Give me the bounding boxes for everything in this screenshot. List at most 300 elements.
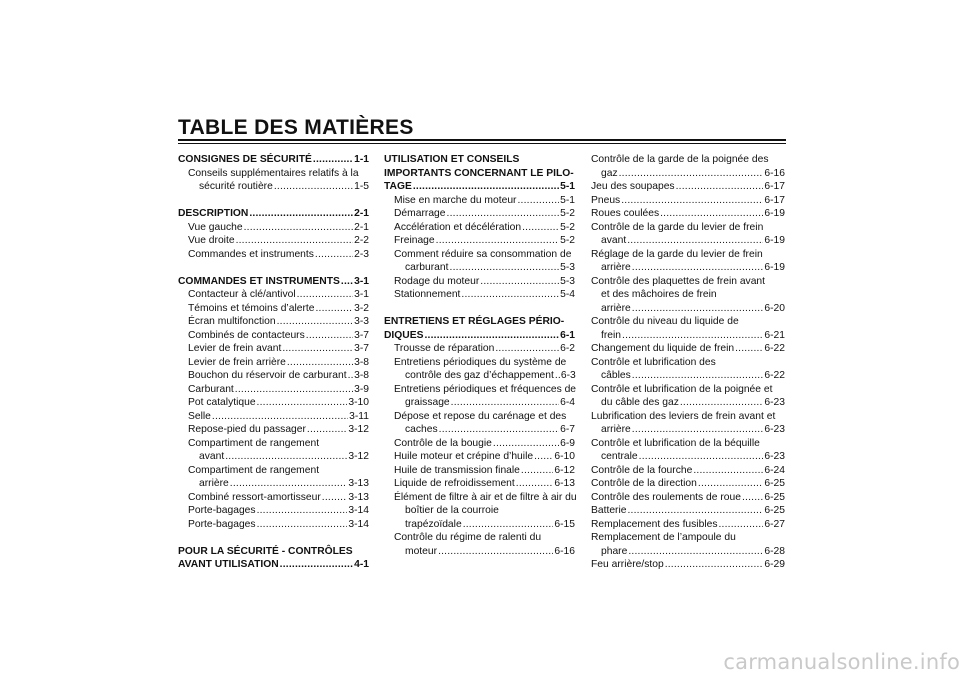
toc-entry[interactable] [591,194,785,208]
toc-entry [178,167,369,181]
toc-entry[interactable] [591,234,785,248]
toc-dot-leader [492,437,559,451]
toc-entry[interactable] [178,423,369,437]
toc-dot-leader [618,167,764,181]
toc-entry-title: Accélération et décélération [394,221,522,233]
toc-dot-leader [462,518,554,532]
toc-entry [591,410,785,424]
toc-page-number: 5-3 [560,275,575,287]
toc-entry[interactable] [178,396,369,410]
toc-dot-leader [412,180,559,194]
toc-section-entry [178,545,369,559]
toc-dot-leader [281,342,353,356]
toc-entry-title: Conseils supplémentaires relatifs à la [188,167,359,179]
toc-page-number: 2-1 [354,221,369,233]
toc-entry-title: Pot catalytique [188,397,256,408]
toc-entry[interactable] [384,396,575,410]
toc-page-number: 6-2 [560,343,575,354]
toc-section-entry[interactable] [178,207,369,221]
toc-dot-leader [279,558,353,572]
toc-entry-title: Contrôle et lubrification de la béquille [591,437,760,449]
toc-entry[interactable] [591,518,785,532]
toc-entry [591,153,785,167]
toc-entry[interactable] [384,342,575,356]
toc-entry[interactable] [178,180,369,194]
toc-dot-leader [697,477,764,491]
toc-entry-title: Entretiens périodiques et fréquences de [394,383,577,395]
toc-dot-leader [631,302,764,316]
toc-dot-leader [340,275,353,289]
toc-entry-title: Bouchon du réservoir de carburant [188,370,347,381]
toc-entry[interactable] [591,558,785,572]
toc-entry[interactable] [384,207,575,221]
toc-page-number: 6-7 [560,424,575,435]
toc-page-number: 6-23 [764,397,785,408]
toc-entry[interactable] [178,302,369,316]
toc-dot-leader [631,423,764,437]
toc-entry [384,383,575,397]
toc-page-number: 6-21 [764,329,785,341]
toc-page-number: 2-3 [354,248,369,260]
toc-entry-title: avant [199,451,225,462]
toc-page-number: 6-10 [554,451,575,462]
toc-entry-title: CONSIGNES DE SÉCURITÉ [178,154,312,165]
toc-section-entry[interactable] [384,180,575,194]
toc-dot-leader [638,450,764,464]
toc-entry-title: POUR LA SÉCURITÉ - CONTRÔLES [178,545,353,557]
toc-dot-leader [717,518,763,532]
toc-page-number: 3-12 [348,424,369,435]
toc-spacer [178,261,369,275]
toc-entry[interactable] [591,450,785,464]
toc-entry-title: arrière [601,262,631,273]
toc-entry-title: Combiné ressort-amortisseur [188,491,321,503]
toc-dot-leader [256,518,348,532]
toc-entry-title: Porte-bagages [188,518,256,530]
toc-entry[interactable] [591,167,785,181]
toc-page-number: 3-7 [354,343,369,354]
toc-entry-title: Réglage de la garde du levier de frein [591,248,763,260]
toc-dot-leader [296,288,354,302]
toc-entry[interactable] [591,207,785,221]
toc-page-number: 2-1 [354,208,369,219]
toc-page-number: 3-7 [354,329,369,341]
toc-page-number: 6-23 [764,424,785,435]
toc-page-number: 3-8 [354,370,369,381]
toc-page-number: 3-11 [349,410,369,422]
toc-entry[interactable] [178,288,369,302]
toc-entry[interactable] [178,369,369,383]
toc-page-number: 5-3 [560,262,575,273]
toc-dot-leader [273,180,353,194]
toc-dot-leader [515,477,554,491]
toc-entry[interactable] [384,437,575,451]
toc-page-number: 6-28 [764,545,785,557]
toc-page-number: 3-2 [354,302,369,314]
toc-entry-title: Mise en marche du moteur [394,194,517,206]
toc-section-entry[interactable] [178,275,369,289]
toc-entry[interactable] [178,342,369,356]
toc-entry[interactable] [591,342,785,356]
toc-entry-title: Levier de frein avant [188,343,282,354]
toc-entry-title: Batterie [591,505,627,516]
toc-entry-title: DESCRIPTION [178,208,249,219]
toc-entry-title: Dépose et repose du carénage et des [394,410,567,422]
toc-entry [591,383,785,397]
toc-entry-title: frein [601,329,622,341]
toc-entry-title: Compartiment de rangement [188,464,320,476]
toc-entry[interactable] [384,477,575,491]
toc-page-number: 6-17 [764,181,785,192]
toc-entry-title: Entretiens périodiques du système de [394,356,567,368]
toc-entry[interactable] [591,464,785,478]
toc-page-number: 3-1 [354,289,369,300]
toc-entry[interactable] [178,477,369,491]
toc-entry-title: Contrôle du régime de ralenti du [394,532,542,543]
toc-page-number: 6-19 [764,262,785,273]
toc-entry[interactable] [384,221,575,235]
toc-entry [384,491,575,505]
toc-entry [384,504,575,518]
toc-dot-leader [631,369,764,383]
toc-entry[interactable] [591,491,785,505]
toc-spacer [384,302,575,316]
toc-entry[interactable] [591,369,785,383]
toc-spacer [178,194,369,208]
toc-dot-leader [256,396,348,410]
toc-entry[interactable] [178,329,369,343]
toc-entry-title: Porte-bagages [188,505,256,516]
toc-page-number: 6-19 [764,235,785,246]
toc-page-number: 6-16 [554,545,575,557]
toc-page-number: 2-2 [354,235,369,246]
toc-entry[interactable] [384,261,575,275]
toc-dot-leader [229,477,348,491]
toc-dot-leader [627,504,764,518]
toc-entry-title: Élément de filtre à air et de filtre à air du [394,491,577,503]
toc-dot-leader [276,315,354,329]
toc-dot-leader [306,423,347,437]
toc-page-number: 1-1 [354,154,369,165]
toc-entry[interactable] [384,194,575,208]
toc-entry[interactable] [178,356,369,370]
toc-entry [591,437,785,451]
toc-section-entry [384,315,575,329]
toc-page-number: 3-14 [348,505,369,516]
toc-entry[interactable] [384,518,575,532]
toc-column-3 [591,153,785,572]
toc-page-number: 6-13 [554,478,575,489]
toc-dot-leader [734,342,763,356]
toc-entry [384,248,575,262]
toc-page-number: 3-3 [354,316,369,327]
toc-entry-title: Écran multifonction [188,316,276,327]
toc-entry[interactable] [384,545,575,559]
toc-entry-title: Contrôle de la bougie [394,437,492,449]
toc-dot-leader [679,396,764,410]
toc-page-number: 4-1 [354,559,369,570]
toc-entry[interactable] [178,450,369,464]
toc-entry-title: Jeu des soupapes [591,181,675,192]
toc-dot-leader [347,369,354,383]
toc-entry-title: Carburant [188,383,234,395]
toc-entry-title: Contacteur à clé/antivol [188,289,296,300]
toc-entry-title: arrière [199,478,229,489]
toc-dot-leader [243,221,354,235]
toc-page-number: 5-1 [560,181,575,192]
toc-entry[interactable] [591,477,785,491]
toc-entry[interactable] [384,234,575,248]
toc-entry-title: Contrôle de la garde de la poignée des [591,154,769,165]
toc-entry[interactable] [178,410,369,424]
toc-entry-title: Contrôle des roulements de roue [591,491,741,503]
toc-entry-title: Contrôle et lubrification des [591,356,716,368]
toc-page-number: 1-5 [354,181,369,192]
toc-entry [591,356,785,370]
toc-entry[interactable] [384,423,575,437]
toc-page-number: 3-12 [348,451,369,462]
toc-page-number: 3-14 [348,518,369,530]
toc-dot-leader [620,194,763,208]
toc-entry[interactable] [178,221,369,235]
toc-page-number: 5-4 [560,289,575,300]
toc-entry[interactable] [591,545,785,559]
toc-dot-leader [286,356,353,370]
toc-entry-title: Pneus [591,194,621,206]
toc-entry-title: Freinage [394,235,435,246]
toc-page-number: 6-25 [764,478,785,489]
toc-page-number: 6-20 [764,302,785,314]
toc-dot-leader [312,153,353,167]
toc-entry[interactable] [384,464,575,478]
toc-page-number: 3-9 [354,383,369,395]
toc-page-number: 5-2 [560,221,575,233]
toc-entry-title: arrière [601,424,631,435]
toc-entry-title: du câble des gaz [601,397,679,408]
toc-page-number: 6-24 [764,464,785,476]
toc-entry-title: Contrôle et lubrification de la poignée et [591,383,773,395]
toc-entry[interactable] [178,315,369,329]
toc-dot-leader [449,261,560,275]
toc-dot-leader [494,342,559,356]
toc-page-number: 6-22 [764,343,785,354]
toc-dot-leader [248,207,353,221]
toc-entry-title: carburant [405,262,449,273]
toc-entry [178,437,369,451]
toc-page-number: 6-29 [764,559,785,570]
toc-dot-leader [659,207,763,221]
toc-page-number: 3-8 [354,356,369,368]
toc-entry[interactable] [384,275,575,289]
toc-page-number: 6-17 [764,194,785,206]
toc-dot-leader [314,302,353,316]
toc-entry-title: boîtier de la courroie [405,505,499,516]
toc-entry[interactable] [591,423,785,437]
toc-dot-leader [437,545,553,559]
toc-section-entry[interactable] [178,558,369,572]
toc-dot-leader [479,275,559,289]
toc-entry-title: Compartiment de rangement [188,437,320,449]
toc-page-number: 6-22 [764,370,785,381]
toc-entry-title: COMMANDES ET INSTRUMENTS [178,275,340,287]
toc-entry [591,275,785,289]
toc-entry-title: trapézoïdale [405,518,462,530]
toc-entry-title: graissage [405,397,450,408]
toc-entry[interactable] [178,248,369,262]
toc-dot-leader [741,491,763,505]
toc-entry-title: moteur [405,545,438,557]
toc-dot-leader [520,464,553,478]
toc-dot-leader [664,558,764,572]
title-rule [178,139,786,144]
toc-entry-title: Remplacement de l’ampoule du [591,532,736,543]
toc-dot-leader [446,207,560,221]
toc-entry-title: Feu arrière/stop [591,559,664,570]
toc-entry[interactable] [384,450,575,464]
toc-entry-title: Témoins et témoins d’alerte [188,302,315,314]
toc-entry-title: Contrôle de la garde du levier de frein [591,221,764,233]
toc-page-number: 6-4 [560,397,575,408]
toc-entry[interactable] [591,504,785,518]
toc-entry [591,221,785,235]
toc-entry-title: Roues coulées [591,208,660,219]
toc-section-entry[interactable] [384,329,575,343]
toc-dot-leader [224,450,347,464]
toc-entry-title: Contrôle des plaquettes de frein avant [591,275,766,287]
toc-entry-title: ENTRETIENS ET RÉGLAGES PÉRIO- [384,316,565,327]
toc-entry-title: Combinés de contacteurs [188,329,305,341]
toc-entry[interactable] [591,302,785,316]
toc-entry[interactable] [178,518,369,532]
toc-entry-title: Comment réduire sa consommation de [394,248,572,260]
toc-entry-title: Démarrage [394,208,446,219]
toc-dot-leader [516,194,559,208]
toc-entry[interactable] [178,491,369,505]
toc-dot-leader [521,221,559,235]
toc-page-number: 3-13 [348,478,369,489]
toc-entry-title: TAGE [384,181,412,192]
toc-entry-title: Changement du liquide de frein [591,343,735,354]
toc-dot-leader [554,369,560,383]
toc-entry-title: Repose-pied du passager [188,424,306,435]
toc-entry [591,288,785,302]
toc-entry[interactable] [384,288,575,302]
toc-entry-title: AVANT UTILISATION [178,559,279,570]
toc-dot-leader [675,180,764,194]
toc-entry [591,531,785,545]
toc-page-number: 6-16 [764,167,785,179]
toc-section-entry [384,153,575,167]
toc-entry-title: Rodage du moteur [394,275,480,287]
toc-column-2 [384,153,575,558]
toc-entry [178,464,369,478]
toc-entry[interactable] [591,329,785,343]
toc-dot-leader [435,234,559,248]
toc-entry[interactable] [591,396,785,410]
toc-entry-title: Liquide de refroidissement [394,478,515,489]
toc-entry-title: phare [601,545,628,557]
toc-page-number: 6-9 [560,437,575,449]
toc-entry-title: centrale [601,451,638,462]
toc-entry-title: Selle [188,410,211,422]
toc-section-entry[interactable] [178,153,369,167]
toc-page-number: 3-1 [354,275,369,287]
toc-entry-title: Vue droite [188,235,235,246]
toc-dot-leader [235,234,354,248]
toc-entry-title: Remplacement des fusibles [591,518,718,530]
toc-page-number: 5-1 [560,194,575,206]
toc-entry[interactable] [591,261,785,275]
toc-entry-title: Huile de transmission finale [394,464,520,476]
toc-entry-title: avant [601,235,627,246]
toc-column-1 [178,153,369,572]
toc-page-number: 6-25 [764,505,785,516]
toc-entry-title: contrôle des gaz d’échappement [405,370,554,381]
toc-page-number: 3-10 [348,397,369,408]
toc-dot-leader [305,329,353,343]
toc-entry-title: Contrôle du niveau du liquide de [591,316,739,327]
toc-entry[interactable] [178,504,369,518]
toc-dot-leader [234,383,353,397]
toc-entry-title: IMPORTANTS CONCERNANT LE PILO- [384,167,574,179]
toc-entry-title: arrière [601,302,631,314]
toc-entry-title: Trousse de réparation [394,343,495,354]
toc-page-number: 3-13 [348,491,369,503]
toc-entry-title: Commandes et instruments [188,248,314,260]
toc-dot-leader [627,545,763,559]
toc-page-number: 6-1 [560,329,575,341]
toc-page-number: 6-15 [554,518,575,530]
toc-entry-title: Vue gauche [188,221,243,233]
toc-entry[interactable] [178,234,369,248]
toc-entry-title: UTILISATION ET CONSEILS [384,154,520,165]
toc-page-number: 6-25 [764,491,785,503]
toc-entry-title: Contrôle de la fourche [591,464,693,476]
toc-section-entry [384,167,575,181]
toc-entry[interactable] [178,383,369,397]
toc-entry[interactable] [384,369,575,383]
toc-page-number: 6-12 [554,464,575,476]
toc-entry-title: et des mâchoires de frein [601,289,717,300]
toc-dot-leader [438,423,559,437]
toc-entry-title: câbles [601,370,631,381]
toc-dot-leader [321,491,348,505]
toc-dot-leader [692,464,763,478]
page-title: TABLE DES MATIÈRES [178,116,414,139]
watermark: carmanualsonline.info [723,650,960,674]
toc-entry [384,531,575,545]
toc-dot-leader [626,234,763,248]
toc-entry-title: DIQUES [384,329,424,341]
toc-dot-leader [314,248,353,262]
toc-entry-title: caches [405,424,438,435]
toc-dot-leader [631,261,764,275]
toc-entry [591,248,785,262]
toc-entry-title: gaz [601,167,618,179]
toc-page-number: 6-3 [560,370,576,381]
toc-dot-leader [256,504,348,518]
toc-dot-leader [450,396,559,410]
toc-dot-leader [460,288,559,302]
toc-dot-leader [533,450,553,464]
toc-entry[interactable] [591,180,785,194]
toc-dot-leader [211,410,348,424]
toc-page-number: 6-23 [764,451,785,462]
toc-dot-leader [423,329,559,343]
toc-entry-title: Contrôle de la direction [591,478,697,489]
toc-entry-title: Levier de frein arrière [188,356,286,368]
toc-spacer [178,531,369,545]
